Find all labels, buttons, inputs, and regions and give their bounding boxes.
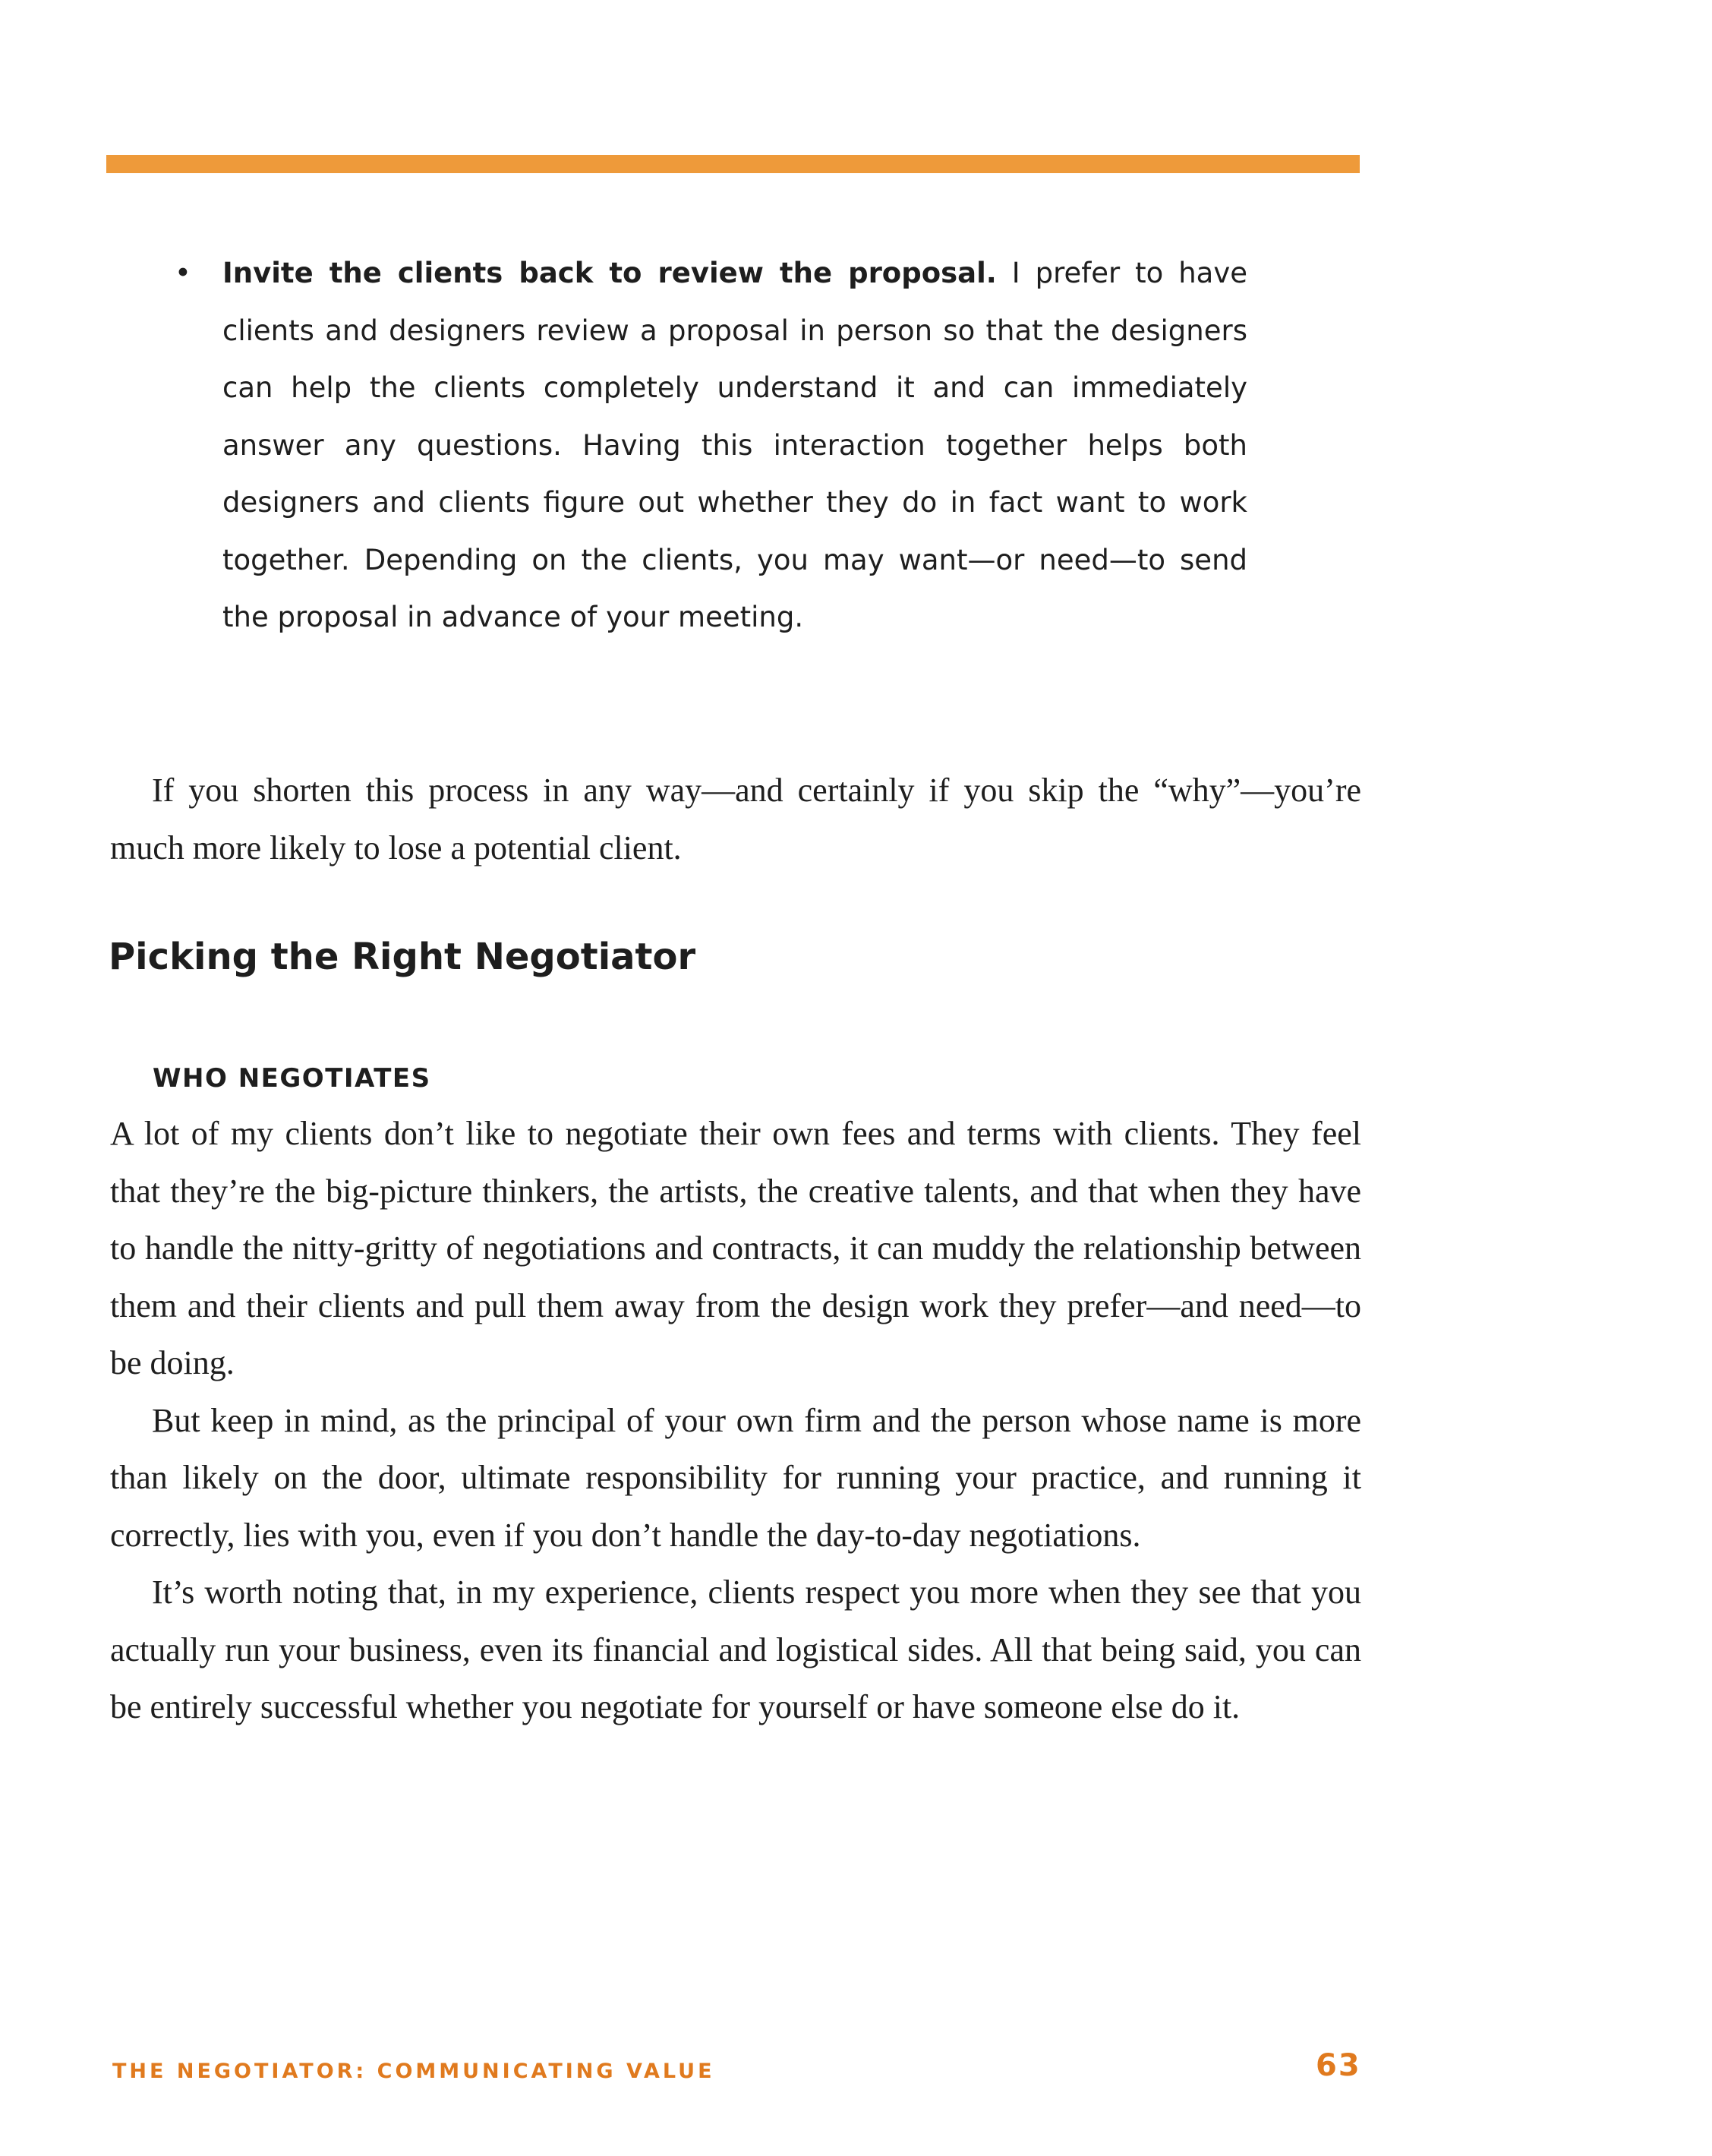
paragraph: It’s worth noting that, in my experience, clients respect you more when they see that you actually run your business, even its financial and logistical sides. All that being said, you can be entirely successful whether you negotiate for yourself or have someone else do it.	[110, 1574, 1361, 1725]
running-footer: THE NEGOTIATOR: COMMUNICATING VALUE	[112, 2060, 715, 2083]
bullet-text	[222, 245, 1247, 646]
bullet-body: I prefer to have clients and designers review a proposal in person so that the designers can help the clients completely understand it and can immediately answer any questions. Having this interaction together helps both designers and clients figure out whether they do in fact want to work together. Depending on the clients, you may want—or need—to send the proposal in advance of your meeting.	[222, 257, 1247, 633]
paragraph: But keep in mind, as the principal of your own firm and the person whose name is more than likely on the door, ultimate responsibility for running your practice, and running it correctly, lies with you, even if you don’t handle the day-to-day negotiations.	[110, 1401, 1361, 1554]
section-heading: Picking the Right Negotiator	[109, 936, 696, 978]
intro-paragraph-block	[110, 762, 1361, 876]
orange-rule	[106, 155, 1360, 173]
subheading: WHO NEGOTIATES	[153, 1063, 431, 1094]
bullet-lead: Invite the clients back to review the proposal.	[222, 257, 997, 289]
section-body	[110, 1105, 1361, 1736]
bullet-item	[175, 245, 1247, 646]
intro-paragraph: If you shorten this process in any way—and certainly if you skip the “why”—you’re much more likely to lose a potential client.	[110, 772, 1361, 867]
bullet-marker: •	[175, 257, 191, 289]
paragraph: A lot of my clients don’t like to negotiate their own fees and terms with clients. They feel that they’re the big-picture thinkers, the artists, the creative talents, and that when they have to handle the nitty-gritty of negotiations and contracts, it can muddy the relationship between them and their clients and pull them away from the design work they prefer—and need—to be doing.	[110, 1115, 1361, 1381]
page-number: 63	[1316, 2048, 1361, 2083]
